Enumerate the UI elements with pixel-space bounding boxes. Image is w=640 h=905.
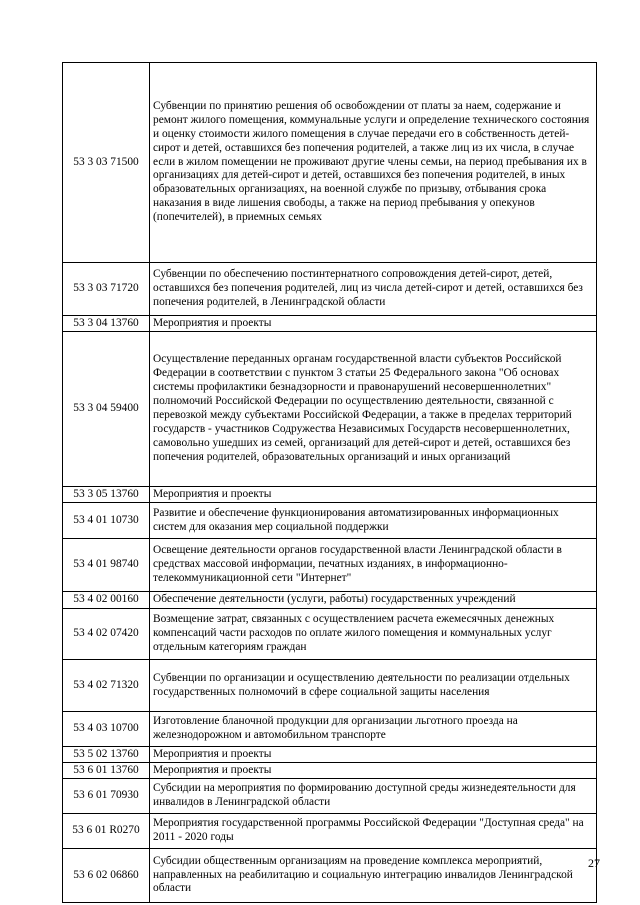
description-cell: Мероприятия и проекты [150, 763, 597, 779]
budget-code-cell: 53 3 03 71500 [63, 63, 150, 263]
description-cell: Субсидии общественным организациям на проведение комплекса мероприятий, направленных на реабилитацию и социальную интеграцию инвалидов Ленинградской области [150, 849, 597, 903]
table-row [63, 660, 597, 712]
description-cell: Обеспечение деятельности (услуги, работы) государственных учреждений [150, 592, 597, 609]
budget-code-cell: 53 3 03 71720 [63, 263, 150, 316]
description-cell: Осуществление переданных органам государственной власти субъектов Российской Федерации в соответствии с пунктом 3 статьи 25 Федерального закона "Об основах системы профилактики безнадзорности и правонарушений несовершеннолетних" полномочий Российской Федерации по осуществлению деятельности, связанной с перевозкой между субъектами Российской Федерации, а также в пределах территорий государств - участников Содружества Независимых Государств несовершеннолетних, самовольно ушедших из семей, организаций для детей-сирот и детей, оставшихся без попечения родителей, образовательных организаций и иных организаций [150, 332, 597, 487]
budget-code-cell: 53 4 02 71320 [63, 660, 150, 712]
page-number: 27 [588, 856, 600, 870]
table-row [63, 263, 597, 316]
budget-codes-table [62, 62, 597, 903]
description-cell: Субсидии на мероприятия по формированию доступной среды жизнедеятельности для инвалидов в Ленинградской области [150, 779, 597, 814]
table-body [63, 63, 597, 903]
table-row [63, 592, 597, 609]
budget-code-cell: 53 3 04 59400 [63, 332, 150, 487]
budget-code-cell: 53 6 01 70930 [63, 779, 150, 814]
description-cell: Субвенции по организации и осуществлению деятельности по реализации отдельных государственных полномочий в сфере социальной защиты населения [150, 660, 597, 712]
budget-code-cell: 53 4 01 10730 [63, 503, 150, 539]
description-cell: Мероприятия и проекты [150, 487, 597, 503]
budget-code-cell: 53 3 05 13760 [63, 487, 150, 503]
budget-code-cell: 53 4 03 10700 [63, 712, 150, 747]
description-cell: Мероприятия и проекты [150, 747, 597, 763]
budget-code-cell: 53 5 02 13760 [63, 747, 150, 763]
budget-code-cell: 53 3 04 13760 [63, 316, 150, 332]
description-cell: Субвенции по принятию решения об освобождении от платы за наем, содержание и ремонт жилого помещения, коммунальные услуги и определение технического состояния и оценку стоимости жилого помещения в случае передачи его в собственность детей-сирот и детей, оставшихся без попечения родителей, а также лиц из их числа, в случае если в жилом помещении не проживают другие члены семьи, на период пребывания их в организациях для детей-сирот и детей, оставшихся без попечения родителей, в иных образовательных организациях, на военной службе по призыву, отбывания срока наказания в виде лишения свободы, а также на период пребывания у опекунов (попечителей), в приемных семьях [150, 63, 597, 263]
table-row [63, 503, 597, 539]
table-row [63, 763, 597, 779]
budget-code-cell: 53 6 01 13760 [63, 763, 150, 779]
table-row [63, 487, 597, 503]
table-row [63, 747, 597, 763]
table-row [63, 779, 597, 814]
description-cell: Мероприятия и проекты [150, 316, 597, 332]
description-cell: Освещение деятельности органов государственной власти Ленинградской области в средствах массовой информации, печатных изданиях, в информационно-телекоммуникационной сети "Интернет" [150, 539, 597, 592]
budget-code-cell: 53 4 02 00160 [63, 592, 150, 609]
table-row [63, 539, 597, 592]
table-row [63, 849, 597, 903]
description-cell: Возмещение затрат, связанных с осуществлением расчета ежемесячных денежных компенсаций части расходов по оплате жилого помещения и коммунальных услуг отдельным категориям граждан [150, 609, 597, 660]
budget-code-cell: 53 6 02 06860 [63, 849, 150, 903]
budget-code-cell: 53 4 02 07420 [63, 609, 150, 660]
description-cell: Субвенции по обеспечению постинтернатного сопровождения детей-сирот, детей, оставшихся без попечения родителей, лиц из числа детей-сирот и детей, оставшихся без попечения родителей, в Ленинградской области [150, 263, 597, 316]
budget-code-cell: 53 6 01 R0270 [63, 814, 150, 849]
description-cell: Изготовление бланочной продукции для организации льготного проезда на железнодорожном и автомобильном транспорте [150, 712, 597, 747]
description-cell: Мероприятия государственной программы Российской Федерации "Доступная среда" на 2011 - 2020 годы [150, 814, 597, 849]
table-row [63, 63, 597, 263]
description-cell: Развитие и обеспечение функционирования автоматизированных информационных систем для оказания мер социальной поддержки [150, 503, 597, 539]
table-row [63, 609, 597, 660]
table-row [63, 814, 597, 849]
table-row [63, 332, 597, 487]
table-row [63, 712, 597, 747]
table-row [63, 316, 597, 332]
budget-code-cell: 53 4 01 98740 [63, 539, 150, 592]
